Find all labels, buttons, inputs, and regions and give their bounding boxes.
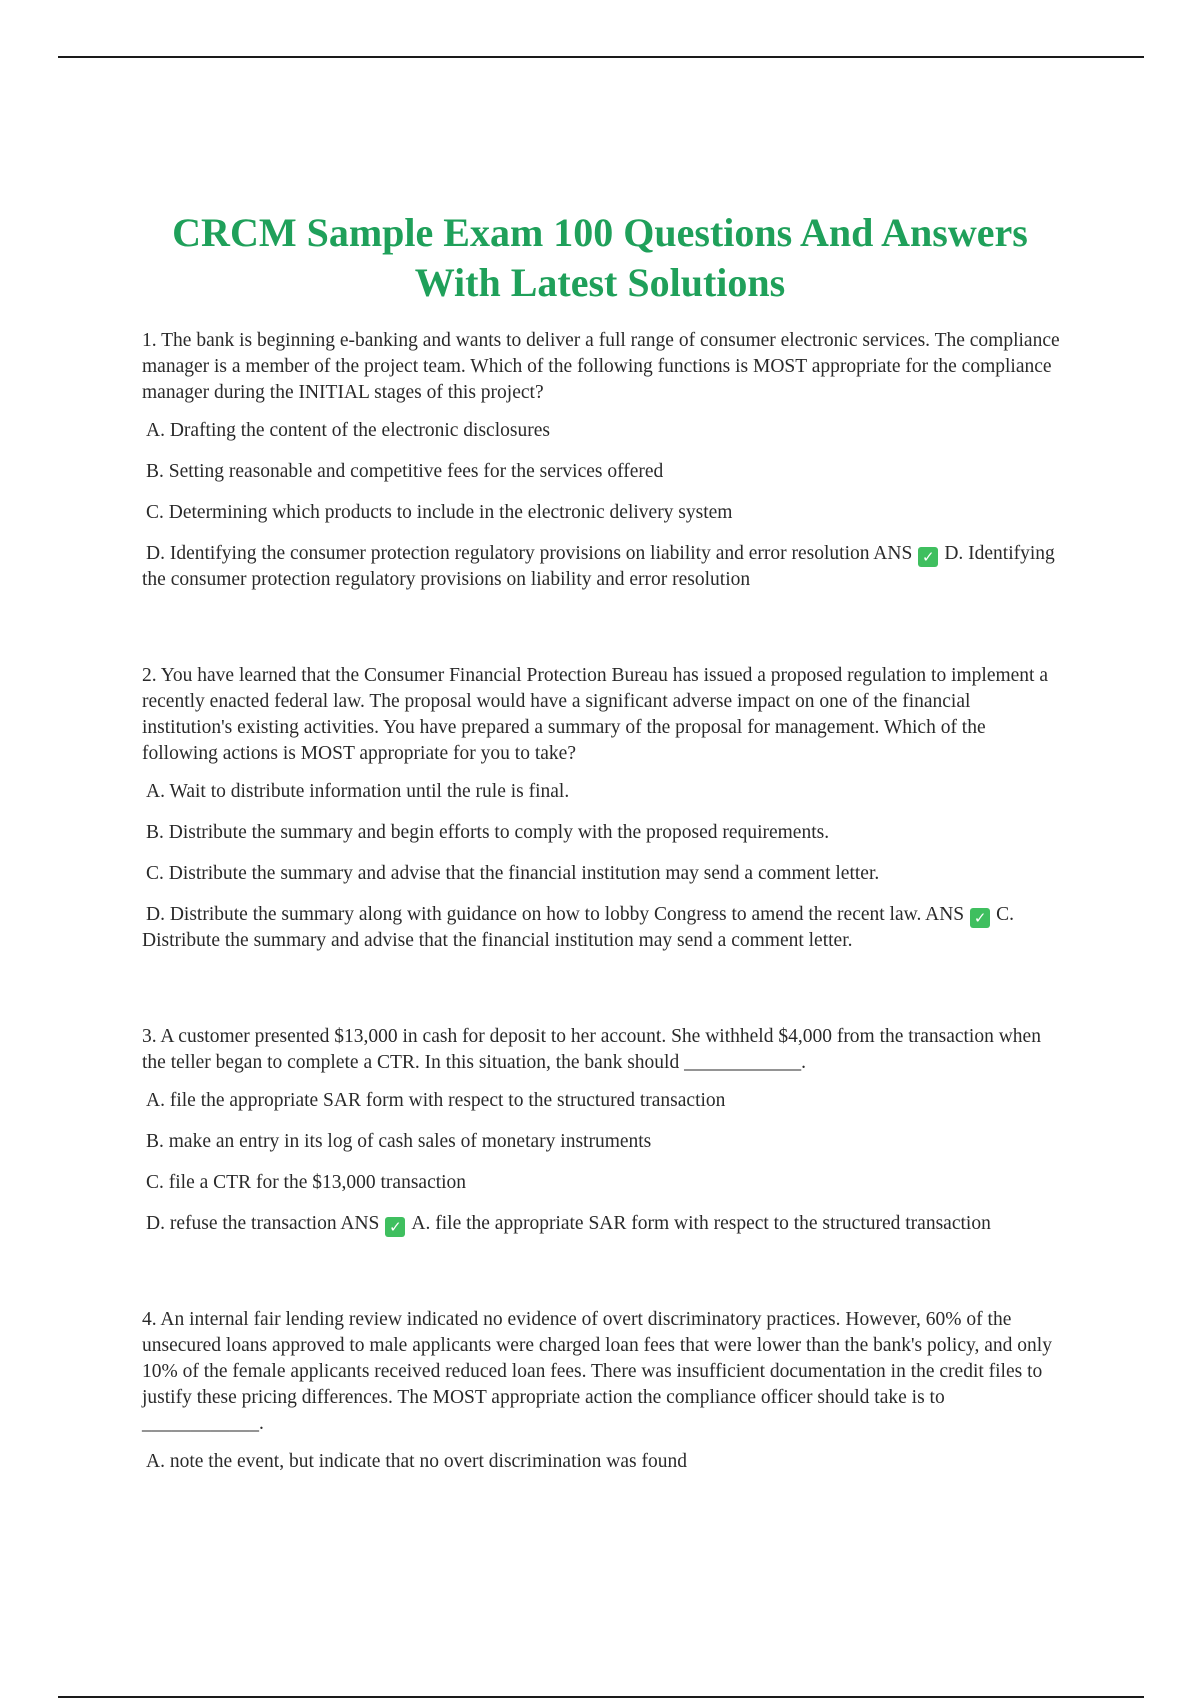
option-d: D. Distribute the summary along with guidance on how to lobby Congress to amend the recent law. ANS [146,904,965,925]
option-c: C. file a CTR for the $13,000 transaction [146,1172,467,1193]
question-3 [142,1024,1062,1237]
check-box-icon: ✓ [385,1217,405,1237]
option-b: B. Distribute the summary and begin efforts to comply with the proposed requirements. [146,822,830,843]
title-line-1: CRCM Sample Exam 100 Questions And Answers [172,210,1028,255]
question-text: 1. The bank is beginning e-banking and wants to deliver a full range of consumer electronic services. The compliance manager is a member of the project team. Which of the following functions is MOST appropriate for the compliance manager during the INITIAL stages of this project? [142,330,1060,403]
bottom-rule [58,1696,1144,1698]
answer-text: A. file the appropriate SAR form with respect to the structured transaction [411,1213,991,1234]
answer-text: D. Identifying the consumer protection regulatory provisions on liability and error resolution [142,543,1055,590]
option-b: B. Setting reasonable and competitive fees for the services offered [146,461,664,482]
option-b: B. make an entry in its log of cash sales of monetary instruments [146,1131,652,1152]
question-4 [142,1307,1062,1475]
option-d-with-answer [142,1211,1062,1237]
check-box-icon: ✓ [918,547,938,567]
option-c: C. Determining which products to include in the electronic delivery system [146,502,733,523]
question-text: 3. A customer presented $13,000 in cash for deposit to her account. She withheld $4,000 from the transaction when the teller began to complete a CTR. In this situation, the bank should ____________. [142,1026,1041,1073]
question-1 [142,328,1062,593]
top-rule [58,56,1144,58]
option-a: A. Drafting the content of the electronic disclosures [146,420,550,441]
option-d-with-answer [142,541,1062,593]
answer-text: C. Distribute the summary and advise that the financial institution may send a comment letter. [142,904,1015,951]
option-a: A. note the event, but indicate that no overt discrimination was found [146,1451,687,1472]
question-text: 2. You have learned that the Consumer Financial Protection Bureau has issued a proposed regulation to implement a recently enacted federal law. The proposal would have a significant adverse impact on one of the financial institution's existing activities. You have prepared a summary of the proposal for management. Which of the following actions is MOST appropriate for you to take? [142,665,1049,764]
option-a: A. Wait to distribute information until the rule is final. [146,781,570,802]
option-a: A. file the appropriate SAR form with respect to the structured transaction [146,1090,726,1111]
page-title [100,208,1100,308]
question-list [142,328,1062,1545]
question-text: 4. An internal fair lending review indicated no evidence of overt discriminatory practices. However, 60% of the unsecured loans approved to male applicants were charged loan fees that were lower than the bank's policy, and only 10% of the female applicants received reduced loan fees. There was insufficient documentation in the credit files to justify these pricing differences. The MOST appropriate action the compliance officer should take is to ____________. [142,1309,1052,1434]
option-d: D. Identifying the consumer protection regulatory provisions on liability and error resolution ANS [146,543,913,564]
check-box-icon: ✓ [970,908,990,928]
option-d: D. refuse the transaction ANS [146,1213,380,1234]
question-2 [142,663,1062,954]
title-line-2: With Latest Solutions [414,260,786,305]
option-d-with-answer [142,902,1062,954]
option-c: C. Distribute the summary and advise that the financial institution may send a comment letter. [146,863,880,884]
